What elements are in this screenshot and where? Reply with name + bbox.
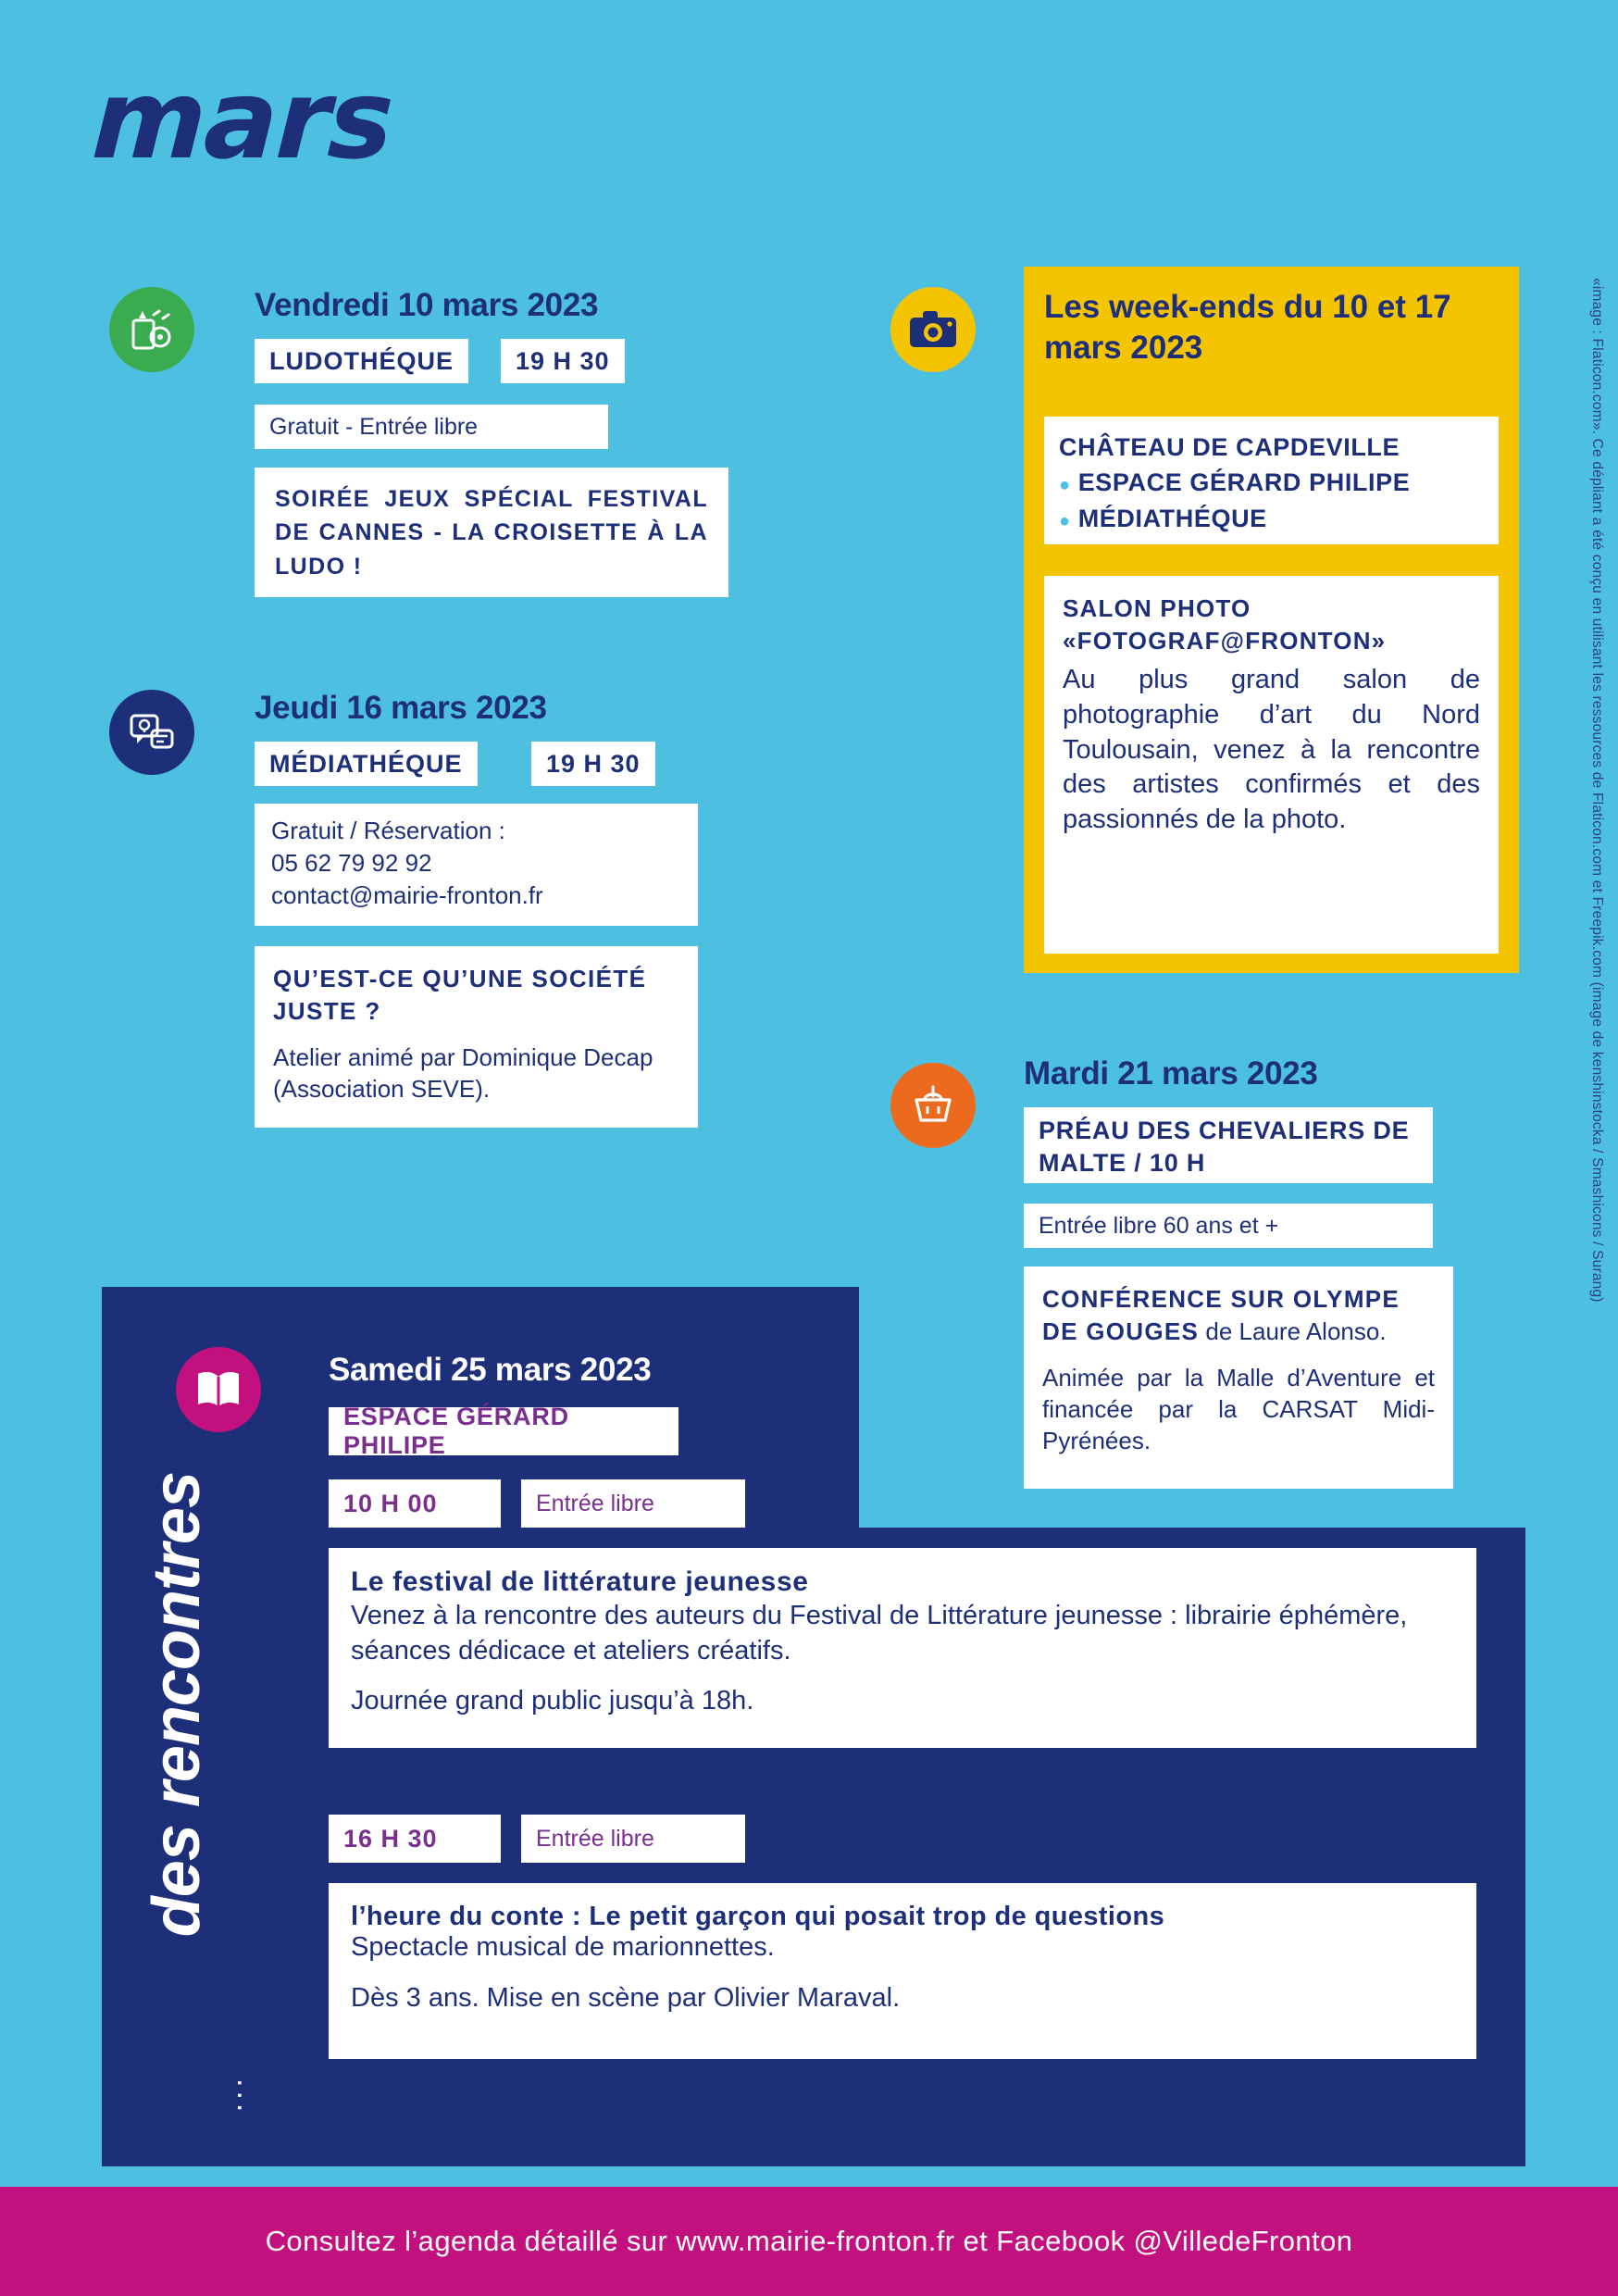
basket-icon — [890, 1063, 976, 1148]
event-description-box — [1044, 576, 1499, 954]
event-date: Mardi 21 mars 2023 — [1024, 1055, 1318, 1092]
event-description-box — [255, 946, 698, 1128]
section-label-dots: ... — [230, 2078, 266, 2116]
event-booking-box — [255, 804, 698, 926]
slot2-price-tag: Entrée libre — [521, 1815, 745, 1863]
slot1-price-tag: Entrée libre — [521, 1479, 745, 1528]
slot1-description-box — [329, 1548, 1476, 1748]
event-title: Les week-ends du 10 et 17 mars 2023 — [1044, 289, 1451, 366]
event-date: Jeudi 16 mars 2023 — [255, 690, 547, 726]
footer-bar — [0, 2187, 1618, 2296]
event-author: de Laure Alonso. — [1199, 1317, 1387, 1346]
event-place-tag: ESPACE GÉRARD PHILIPE — [329, 1407, 678, 1455]
event-description-box — [1024, 1267, 1453, 1489]
event-place-tag: MÉDIATHÉQUE — [255, 742, 478, 786]
credits-text: «image : Flaticon.com». Ce dépliant a été conçu en utilisant les ressources de Flaticon.com et Freepik.com (image de kenshinstocka / Smashicons / Surang) — [1589, 278, 1605, 1303]
slot1-description: Venez à la rencontre des auteurs du Festival de Littérature jeunesse : librairie éphémère, séances dédicace et ateliers créatifs. — [351, 1601, 1408, 1666]
section-label-rencontres: des rencontres — [140, 1472, 214, 1938]
footer-text: Consultez l’agenda détaillé sur www.mairie-fronton.fr et Facebook @VilledeFronton — [265, 2225, 1353, 2257]
event-description-box — [255, 468, 728, 597]
place-item: ● ESPACE GÉRARD PHILIPE — [1059, 465, 1484, 500]
booking-line-1: Gratuit / Réservation : — [271, 817, 505, 844]
event-price-tag: Entrée libre 60 ans et + — [1024, 1204, 1433, 1248]
event-title: QU’EST-CE QU’UNE SOCIÉTÉ JUSTE ? — [273, 965, 647, 1026]
event-description: Au plus grand salon de photographie d’art du Nord Toulousain, venez à la rencontre des artistes confirmés et des passionnés de la photo. — [1063, 665, 1480, 834]
event-description: SOIRÉE JEUX SPÉCIAL FESTIVAL DE CANNES - LA CROISETTE À LA LUDO ! — [275, 486, 708, 580]
event-description: Atelier animé par Dominique Decap (Association SEVE). — [273, 1043, 653, 1103]
place-item: CHÂTEAU DE CAPDEVILLE — [1059, 433, 1400, 461]
event-description: Animée par la Malle d’Aventure et financée par la CARSAT Midi-Pyrénées. — [1042, 1364, 1435, 1454]
event-place-box — [1024, 1107, 1433, 1183]
slot1-time-tag: 10 H 00 — [329, 1479, 501, 1528]
event-heading: SALON PHOTO «FOTOGRAF@FRONTON» — [1063, 594, 1387, 655]
event-date: Samedi 25 mars 2023 — [329, 1352, 652, 1388]
footer-spacer — [0, 2166, 1618, 2187]
event-price-tag: Gratuit - Entrée libre — [255, 405, 608, 449]
event-place: PRÉAU DES CHEVALIERS DE MALTE / 10 H — [1039, 1117, 1410, 1178]
slot1-note: Journée grand public jusqu’à 18h. — [351, 1685, 754, 1716]
booking-email: contact@mairie-fronton.fr — [271, 881, 543, 910]
slot2-title: l’heure du conte : Le petit garçon qui posait trop de questions — [351, 1902, 1165, 1931]
event-places-box — [1044, 417, 1499, 544]
slot1-title: Le festival de littérature jeunesse — [351, 1566, 809, 1597]
slot2-description: Spectacle musical de marionnettes. — [351, 1932, 775, 1962]
event-time-tag: 19 H 30 — [531, 742, 655, 786]
place-item: ● MÉDIATHÉQUE — [1059, 501, 1484, 536]
party-game-icon — [109, 287, 194, 372]
slot2-note: Dès 3 ans. Mise en scène par Olivier Maraval. — [351, 1983, 901, 2013]
camera-icon — [890, 287, 976, 372]
page-title: mars — [89, 56, 395, 183]
speech-bubble-idea-icon — [109, 690, 194, 775]
event-title: CONFÉRENCE SUR OLYMPE DE GOUGES — [1042, 1285, 1400, 1346]
booking-phone: 05 62 79 92 92 — [271, 849, 432, 878]
slot2-description-box — [329, 1883, 1476, 2059]
event-date: Vendredi 10 mars 2023 — [255, 287, 599, 323]
event-time-tag: 19 H 30 — [501, 339, 625, 383]
open-book-icon — [176, 1347, 261, 1432]
slot2-time-tag: 16 H 30 — [329, 1815, 501, 1863]
event-place-tag: LUDOTHÉQUE — [255, 339, 468, 383]
